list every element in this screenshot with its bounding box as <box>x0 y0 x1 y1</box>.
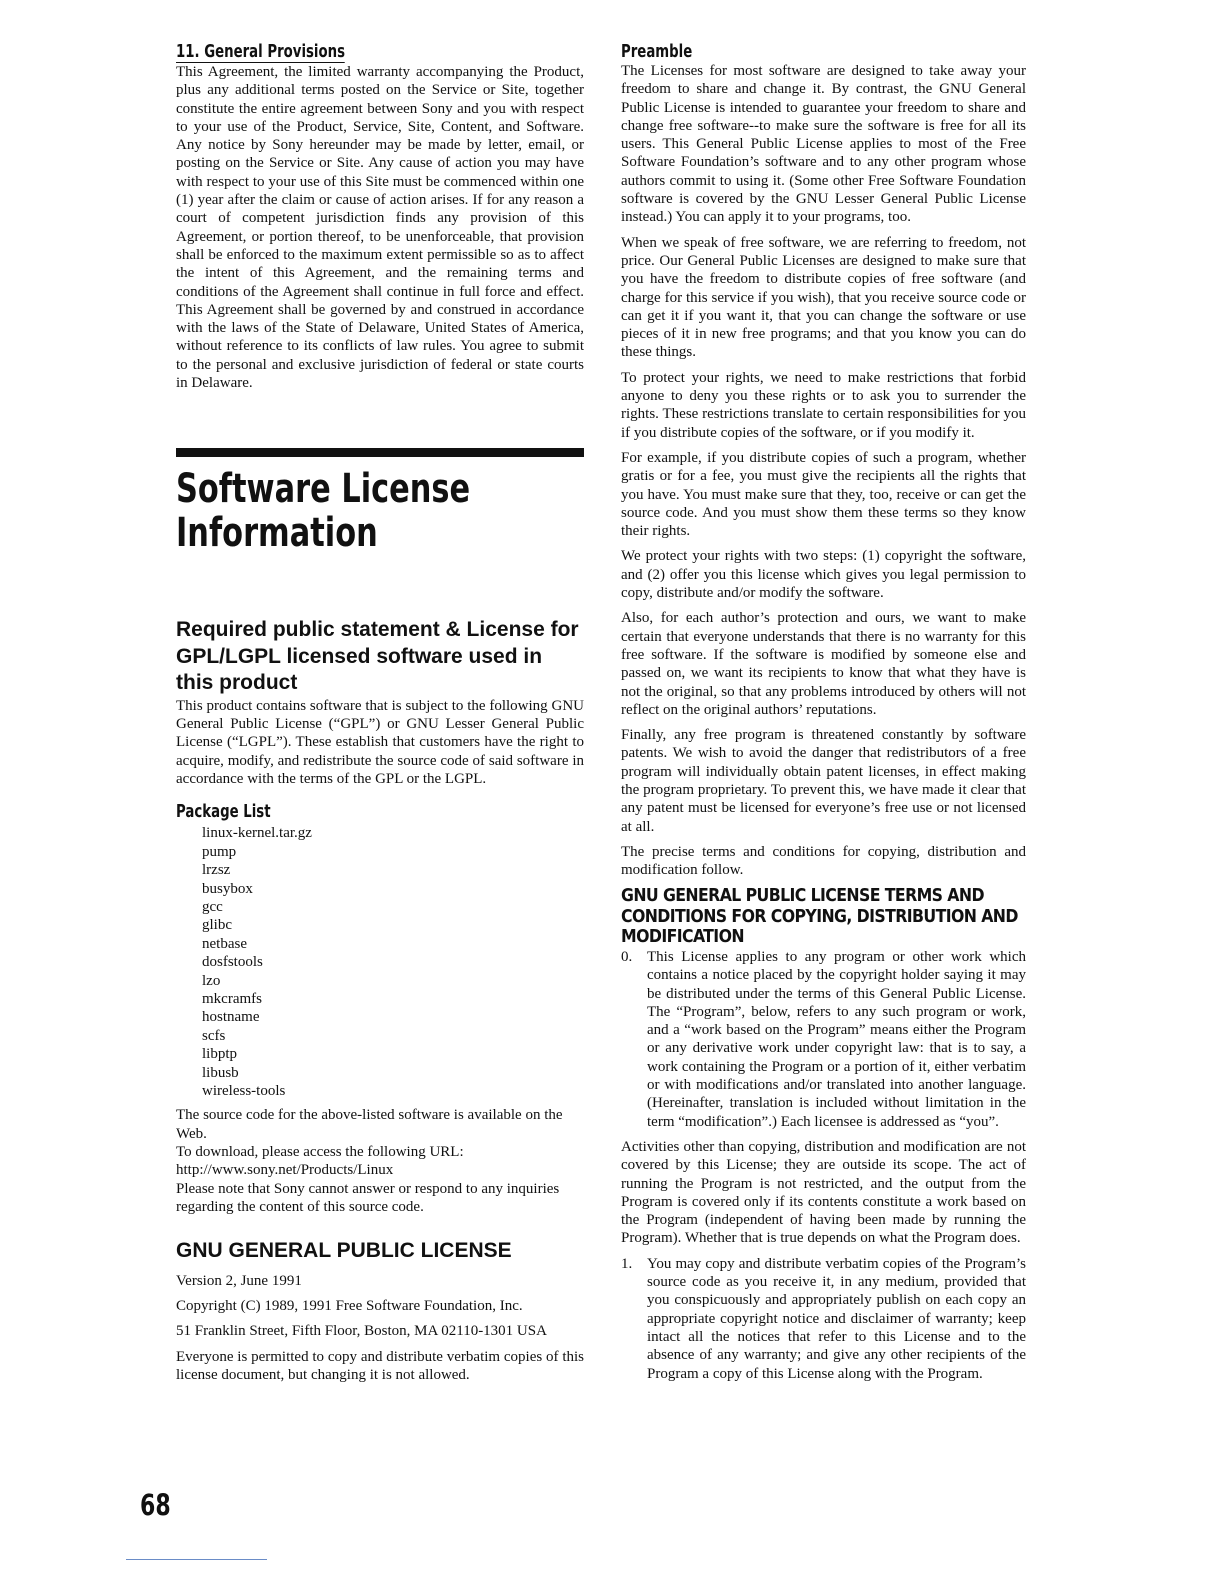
footer-rule <box>126 1559 267 1560</box>
package-item: pump <box>202 843 237 860</box>
activities-paragraph: Activities other than copying, distribution and modification are not covered by this License; they are outside its scope. The act of running the Program is not restricted, and the output from the Program is covered only if its contents constitute a work based on the Program (independent of having been made by running the Program). Whether that is true depends on what the Program does. <box>621 1138 1026 1247</box>
preamble-paragraph: For example, if you distribute copies of such a program, whether gratis or for a fee, you must give the recipients all the rights that you have. You must make sure that they, too, receive or can get the source code. And you must show them these terms so they know their rights. <box>621 449 1026 540</box>
package-item: libptp <box>202 1046 238 1063</box>
package-list <box>202 824 584 1100</box>
package-item: lrzsz <box>202 862 231 879</box>
general-provisions-body: This Agreement, the limited warranty accompanying the Product, plus any additional terms posted on the Service or Site, together constitute the entire agreement between Sony and you with respect to your use of the Product, Service, Site, Content, and Software. Any notice by Sony hereunder may be made by letter, email, or posting on the Service or Site. Any cause of action you may have with respect to your use of this Site must be commenced within one (1) year after the claim or cause of action arises. If for any reason a court of competent jurisdiction finds any provision of this Agreement, or portion thereof, to be unenforceable, that provision shall be enforced to the maximum extent permissible so as to affect the intent of this Agreement, and the remaining terms and conditions of the Agreement shall continue in full force and effect. This Agreement shall be governed by and construed in accordance with the laws of the State of Delaware, United States of America, without reference to its conflicts of law rules. You agree to submit to the personal and exclusive jurisdiction of federal or state courts in Delaware. <box>176 64 584 392</box>
preamble-paragraph: Finally, any free program is threatened constantly by software patents. We wish to avoid the danger that redistributors of a free program will individually obtain patent licenses, in effect making the program proprietary. To prevent this, we have made it clear that any patent must be licensed for everyone’s free use or not licensed at all. <box>621 727 1026 835</box>
general-provisions-heading: 11. General Provisions <box>176 42 346 62</box>
terms-item-0 <box>621 948 1026 1131</box>
item-number: 1. <box>621 1255 633 1272</box>
section-title: Software License Information <box>176 466 471 557</box>
gpl-permission: Everyone is permitted to copy and distribute verbatim copies of this license document, but changing it is not allowed. <box>176 1348 584 1383</box>
item-number: 0. <box>621 948 633 965</box>
item-text: You may copy and distribute verbatim copies of the Program’s source code as you receive it, in any medium, provided that you conspicuously and appropriately publish on each copy an appropriate copyright notice and disclaimer of warranty; keep intact all the notices that refer to this License and to the absence of any warranty; and give any other recipients of the Program a copy of this License along with the Program. <box>647 1255 1026 1382</box>
package-item: busybox <box>202 880 253 897</box>
gnu-gpl-heading: GNU GENERAL PUBLIC LICENSE <box>176 1239 512 1263</box>
package-item: hostname <box>202 1009 260 1026</box>
preamble-paragraph: The precise terms and conditions for copying, distribution and modification follow. <box>621 843 1026 879</box>
preamble-paragraph: Also, for each author’s protection and ours, we want to make certain that everyone understands that there is no warranty for this free software. If the software is modified by someone else and passed on, we want its recipients to know that what they have is not the original, so that any problems introduced by others will not reflect on the original authors’ reputations. <box>621 610 1026 718</box>
package-item: scfs <box>202 1027 226 1044</box>
package-item: lzo <box>202 972 221 989</box>
download-instruction: To download, please access the following URL: <box>176 1144 464 1161</box>
package-list-heading: Package List <box>176 802 271 823</box>
required-statement-heading: Required public statement & License for GPL/LGPL licensed software used in this product <box>176 618 579 695</box>
package-item: dosfstools <box>202 954 263 971</box>
inquiry-note: Please note that Sony cannot answer or respond to any inquiries regarding the content of this source code. <box>176 1180 560 1215</box>
right-column <box>621 42 1026 1383</box>
preamble-paragraph: To protect your rights, we need to make restrictions that forbid anyone to deny you these rights or to ask you to surrender the rights. These restrictions translate to certain responsibilities for you if you distribute copies of the software, or if you modify it. <box>621 369 1026 441</box>
package-item: netbase <box>202 935 247 952</box>
source-url-link[interactable]: http://www.sony.net/Products/Linux <box>176 1162 394 1179</box>
preamble-paragraph: We protect your rights with two steps: (1) copyright the software, and (2) offer you this license which gives you legal permission to copy, distribute and/or modify the software. <box>621 548 1026 602</box>
package-item: wireless-tools <box>202 1083 286 1100</box>
terms-heading: GNU GENERAL PUBLIC LICENSE TERMS AND CONDITIONS FOR COPYING, DISTRIBUTION AND MODIFICATION <box>621 886 1018 948</box>
preamble-heading: Preamble <box>621 42 693 62</box>
package-item: linux-kernel.tar.gz <box>202 825 312 842</box>
package-item: mkcramfs <box>202 990 262 1007</box>
required-statement-body: This product contains software that is subject to the following GNU General Public License (“GPL”) or GNU Lesser General Public License (“LGPL”). These establish that customers have the right to acquire, modify, and redistribute the source code of said software in accordance with the terms of the GPL or the LGPL. <box>176 697 584 788</box>
left-column <box>176 42 584 1384</box>
package-item: libusb <box>202 1064 239 1081</box>
source-availability-text: The source code for the above-listed software is available on the Web. <box>176 1107 563 1142</box>
package-item: glibc <box>202 917 232 934</box>
preamble-paragraph: When we speak of free software, we are referring to freedom, not price. Our General Public Licenses are designed to make sure that you have the freedom to distribute copies of free software (and charge for this service if you wish), that you receive source code or can get it if you want it, that you can change the software or use pieces of it in new free programs; and that you know you can do these things. <box>621 234 1026 361</box>
item-text: This License applies to any program or other work which contains a notice placed by the copyright holder saying it may be distributed under the terms of this General Public License. The “Program”, below, refers to any such program or work, and a “work based on the Program” means either the Program or any derivative work under copyright law: that is to say, a work containing the Program or a portion of it, either verbatim or with modifications and/or translated into another language. (Hereinafter, translation is included without limitation in the term “modification”.) Each licensee is addressed as “you”. <box>647 948 1026 1130</box>
section-divider-bar <box>176 448 584 457</box>
page-number: 68 <box>140 1488 171 1522</box>
terms-item-1 <box>621 1255 1026 1383</box>
package-item: gcc <box>202 898 223 915</box>
gpl-version: Version 2, June 1991 <box>176 1272 302 1289</box>
preamble-paragraph: The Licenses for most software are designed to take away your freedom to share and change it. By contrast, the GNU General Public License is intended to guarantee your freedom to share and change free software--to make sure the software is free for all its users. This General Public License applies to most of the Free Software Foundation’s software and to any other program whose authors commit to using it. (Some other Free Software Foundation software is covered by the GNU Lesser General Public License instead.) You can apply it to your programs, too. <box>621 63 1026 226</box>
gpl-copyright: Copyright (C) 1989, 1991 Free Software Foundation, Inc. <box>176 1298 523 1314</box>
fsf-address: 51 Franklin Street, Fifth Floor, Boston, MA 02110-1301 USA <box>176 1323 547 1340</box>
